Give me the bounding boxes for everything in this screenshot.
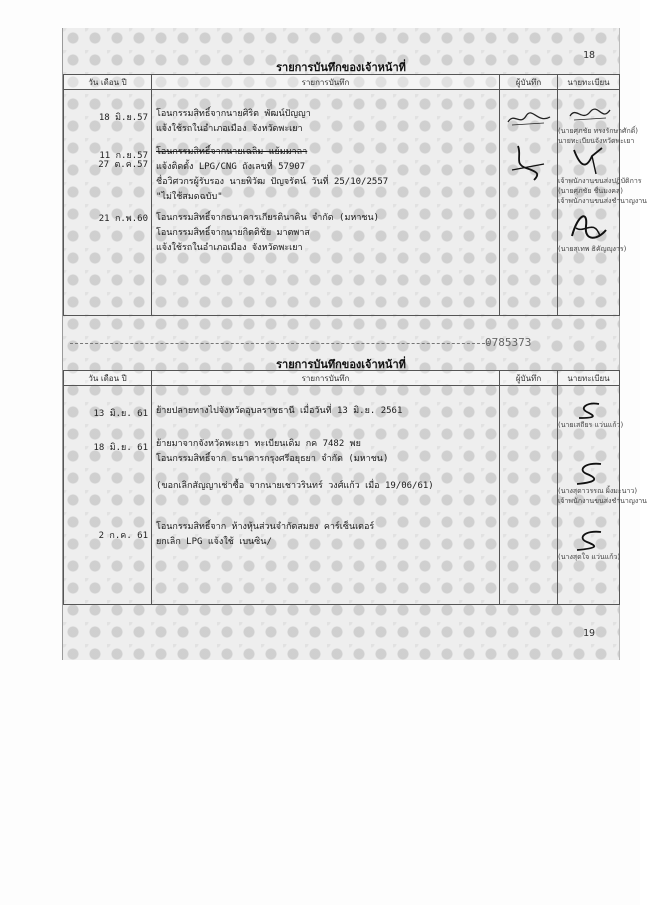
entry-line: "ไม่ใช้สมดฉบับ" xyxy=(156,192,223,202)
record-column xyxy=(152,90,500,316)
signature-icon xyxy=(564,206,614,244)
page-number-bottom: 19 xyxy=(583,628,596,639)
signature-icon xyxy=(564,146,614,176)
registration-book-sheet xyxy=(62,28,647,660)
header-recorder: ผู้บันทึก xyxy=(500,371,558,386)
signature-icon xyxy=(564,104,614,126)
registrar-stamp: (นายเสถียร แว่นแก้ว) xyxy=(558,421,624,429)
entry-date: 21 ก.พ.60 xyxy=(98,214,148,224)
recorder-column xyxy=(500,90,558,316)
serial-number: 0785373 xyxy=(485,336,532,349)
entry-line: แจ้งใช้รถในอำเภอเมือง จังหวัดพะเยา xyxy=(156,243,303,253)
entry-date: 2 ก.ค. 61 xyxy=(98,531,148,541)
section2-header-row xyxy=(64,371,620,386)
header-registrar: นายทะเบียน xyxy=(558,75,620,90)
entry-line: แจ้งใช้รถในอำเภอเมือง จังหวัดพะเยา xyxy=(156,124,303,134)
section1-body-row xyxy=(64,90,620,316)
entry-date: 11 ก.ย.57 xyxy=(99,151,148,161)
section2-body-row xyxy=(64,386,620,605)
entry-date: 18 มิ.ย.57 xyxy=(98,113,148,123)
registrar-stamp: (นางสุดาวรรณ ผิ้งมะนาว) xyxy=(558,487,638,495)
registrar-stamp: (นางสุดใจ แว่นแก้ว) xyxy=(558,553,621,561)
date-column xyxy=(64,386,152,605)
signature-icon xyxy=(569,528,609,552)
page-number-top: 18 xyxy=(583,50,596,61)
section1-header-row xyxy=(64,75,620,90)
date-column xyxy=(64,90,152,316)
header-date: วัน เดือน ปี xyxy=(64,371,152,386)
section1-table xyxy=(63,74,647,316)
entry-date: 13 มิ.ย. 61 xyxy=(93,409,148,419)
registrar-column xyxy=(558,90,647,316)
section2-table xyxy=(63,370,647,605)
recorder-column xyxy=(500,386,558,605)
signature-icon xyxy=(504,108,554,130)
registrar-column xyxy=(558,386,647,605)
entry-line: ยกเลิก LPG แจ้งใช้ เบนซิน/ xyxy=(156,537,272,547)
entry-line: โอนกรรมสิทธิ์จากนายเฉลิม แย้มมาลา xyxy=(156,147,308,157)
signature-icon xyxy=(569,400,609,420)
signature-icon xyxy=(569,460,609,486)
section1-title: รายการบันทึกของเจ้าหน้าที่ xyxy=(276,61,406,74)
registrar-stamp: เจ้าพนักงานขนส่งปฏิบัติการ xyxy=(558,177,642,185)
entry-line: แจ้งติดตั้ง LPG/CNG ถังเลขที่ 57907 xyxy=(156,162,306,172)
entry-line: ย้ายมาจากจังหวัดพะเยา ทะเบียนเดิม กค 7482 พย xyxy=(156,439,361,449)
registrar-stamp: (นายสุเทพ ธิคัญญุงาร) xyxy=(558,245,627,253)
registrar-stamp: เจ้าพนักงานขนส่งชำนาญงาน xyxy=(558,197,647,205)
entry-date: 18 มิ.ย. 61 xyxy=(93,443,148,453)
entry-date: 27 ต.ค.57 xyxy=(98,160,148,170)
page-separator xyxy=(70,343,490,344)
signature-icon xyxy=(504,142,554,182)
entry-line: โอนกรรมสิทธิ์จากนายกิตติชัย มาตพาส xyxy=(156,228,310,238)
header-record: รายการบันทึก xyxy=(152,75,500,90)
registrar-stamp: (นายศุภชัย ชื่นมงคล) xyxy=(558,187,623,195)
header-date: วัน เดือน ปี xyxy=(64,75,152,90)
entry-line: โอนกรรมสิทธิ์จากธนาคารเกียรตินาคิน จำกัด (มหาชน) xyxy=(156,213,380,223)
registrar-stamp: เจ้าพนักงานขนส่งชำนาญงาน xyxy=(558,497,647,505)
entry-line: ย้ายปลายทางไปจังหวัดอุบลราชธานี เมื่อวันที่ 13 มิ.ย. 2561 xyxy=(156,406,403,416)
registrar-stamp: นายทะเบียนจังหวัดพะเยา xyxy=(558,137,635,145)
record-column xyxy=(152,386,500,605)
registrar-stamp: (นายศุภชัย ทรงรักษาศักดิ์) xyxy=(558,127,638,135)
entry-line: โอนกรรมสิทธิ์จาก ธนาคารกรุงศรีอยุธยา จำกัด (มหาชน) xyxy=(156,454,389,464)
entry-line: ชื่อวิศวกรผู้รับรอง นายพิวัฒ ปัญจรัตน์ วันที่ 25/10/2557 xyxy=(156,177,389,187)
section2-title: รายการบันทึกของเจ้าหน้าที่ xyxy=(276,358,406,371)
header-registrar: นายทะเบียน xyxy=(558,371,620,386)
entry-line: (ขอกเลิกสัญญาเช่าซื้อ จากนายเชาวรินทร์ วงศ์แก้ว เมื่อ 19/06/61) xyxy=(156,481,434,491)
header-recorder: ผู้บันทึก xyxy=(500,75,558,90)
entry-line: โอนกรรมสิทธิ์จากนายศิริต พัฒน์ปัญญา xyxy=(156,109,311,119)
header-record: รายการบันทึก xyxy=(152,371,500,386)
entry-line: โอนกรรมสิทธิ์จาก ห้างหุ้นส่วนจำกัดสมยง คาร์เซ็นเตอร์ xyxy=(156,522,375,532)
